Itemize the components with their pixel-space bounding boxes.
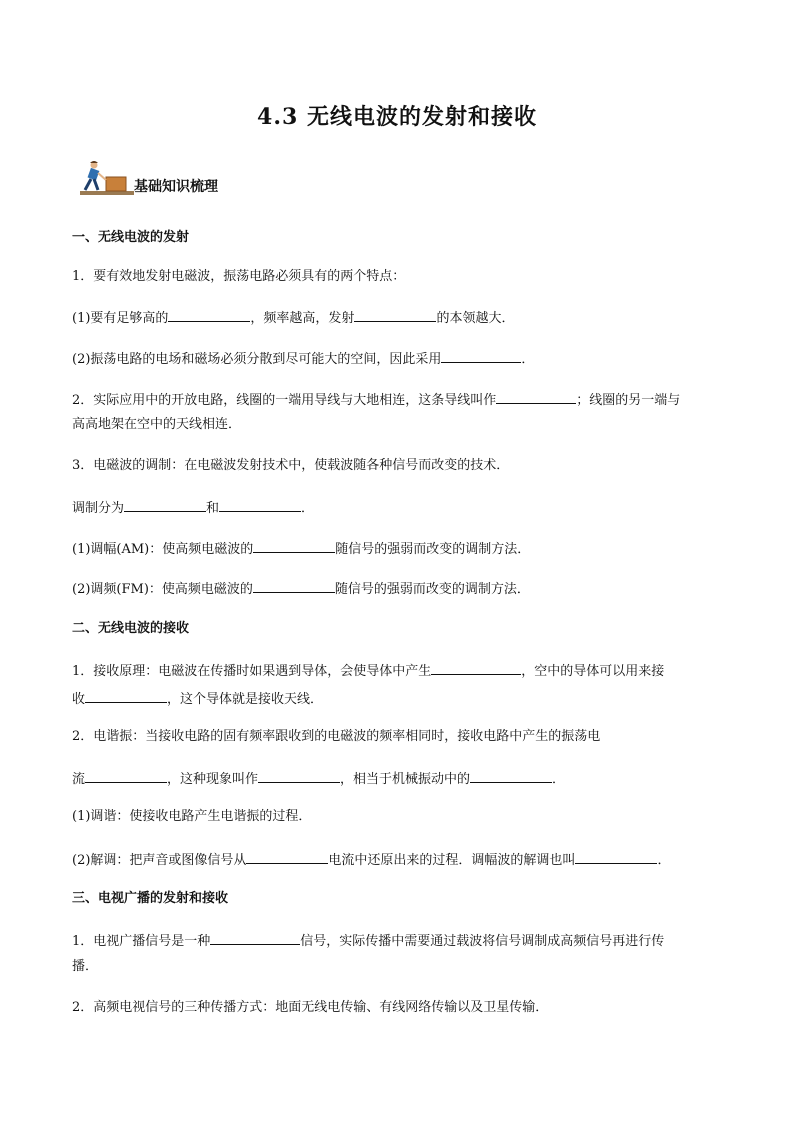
s1-para-1: 1．要有效地发射电磁波，振荡电路必须具有的两个特点： bbox=[72, 269, 406, 284]
s2-para-5 bbox=[72, 849, 722, 870]
text: ． bbox=[521, 352, 535, 367]
answer-blank[interactable] bbox=[85, 768, 167, 783]
text: ． bbox=[552, 772, 566, 787]
text: (2)振荡电路的电场和磁场必须分散到尽可能大的空间，因此采用 bbox=[72, 352, 442, 367]
s2-para-1-cont bbox=[72, 688, 722, 709]
answer-blank[interactable] bbox=[431, 660, 521, 675]
answer-blank[interactable] bbox=[496, 389, 576, 404]
answer-blank[interactable] bbox=[219, 497, 301, 512]
text: (1)调幅(AM)：使高频电磁波的 bbox=[72, 542, 254, 557]
text: 1．电视广播信号是一种 bbox=[72, 934, 211, 949]
s1-para-4-cont: 高高地架在空中的天线相连． bbox=[72, 417, 242, 432]
answer-blank[interactable] bbox=[253, 578, 335, 593]
s1-para-3 bbox=[72, 348, 722, 369]
answer-blank[interactable] bbox=[210, 930, 300, 945]
answer-blank[interactable] bbox=[575, 849, 657, 864]
answer-blank[interactable] bbox=[441, 348, 521, 363]
text: 随信号的强弱而改变的调制方法． bbox=[334, 582, 530, 597]
text: 调制分为 bbox=[72, 501, 125, 516]
s2-para-1 bbox=[72, 660, 722, 681]
text: 2．实际应用中的开放电路，线圈的一端用导线与大地相连，这条导线叫作 bbox=[72, 393, 497, 408]
text: 收 bbox=[72, 692, 86, 707]
s2-para-4: (1)调谐：使接收电路产生电谐振的过程． bbox=[72, 809, 312, 824]
text: ，这个导体就是接收天线． bbox=[167, 692, 324, 707]
text: (2)调频(FM)：使高频电磁波的 bbox=[72, 582, 253, 597]
answer-blank[interactable] bbox=[168, 307, 250, 322]
s2-para-3 bbox=[72, 768, 722, 789]
banner-label: 基础知识梳理 bbox=[134, 179, 218, 195]
text: ． bbox=[301, 501, 315, 516]
answer-blank[interactable] bbox=[253, 538, 335, 553]
answer-blank[interactable] bbox=[258, 768, 340, 783]
s3-para-1-cont: 播． bbox=[72, 959, 99, 974]
answer-blank[interactable] bbox=[354, 307, 436, 322]
text: (1)要有足够高的 bbox=[72, 311, 169, 326]
page-title: 4.3 无线电波的发射和接收 bbox=[257, 104, 537, 130]
text: ；线圈的另一端与 bbox=[576, 393, 681, 408]
text: ，频率越高，发射 bbox=[250, 311, 355, 326]
s1-para-7 bbox=[72, 538, 722, 559]
text: 电流中还原出来的过程．调幅波的解调也叫 bbox=[328, 853, 576, 868]
text: (2)解调：把声音或图像信号从 bbox=[72, 853, 247, 868]
text: 随信号的强弱而改变的调制方法． bbox=[335, 542, 531, 557]
s1-para-5: 3．电磁波的调制：在电磁波发射技术中，使载波随各种信号而改变的技术． bbox=[72, 458, 510, 473]
s3-para-1 bbox=[72, 930, 722, 951]
text: ，相当于机械振动中的 bbox=[340, 772, 471, 787]
text: 流 bbox=[72, 772, 86, 787]
s1-para-8 bbox=[72, 578, 722, 599]
answer-blank[interactable] bbox=[124, 497, 206, 512]
text: ． bbox=[657, 853, 671, 868]
s1-para-6 bbox=[72, 497, 722, 518]
s1-para-4 bbox=[72, 389, 722, 410]
section-heading-3: 三、电视广播的发射和接收 bbox=[72, 891, 229, 906]
text: 1．接收原理：电磁波在传播时如果遇到导体，会使导体中产生 bbox=[72, 664, 432, 679]
section-heading-1: 一、无线电波的发射 bbox=[72, 230, 190, 245]
text: ，这种现象叫作 bbox=[167, 772, 259, 787]
text: ，空中的导体可以用来接 bbox=[521, 664, 665, 679]
answer-blank[interactable] bbox=[85, 688, 167, 703]
text: 的本领越大． bbox=[436, 311, 515, 326]
text: 和 bbox=[206, 501, 220, 516]
text: 信号，实际传播中需要通过载波将信号调制成高频信号再进行传 bbox=[300, 934, 665, 949]
s2-para-2: 2．电谐振：当接收电路的固有频率跟收到的电磁波的频率相同时，接收电路中产生的振荡电 bbox=[72, 729, 601, 744]
answer-blank[interactable] bbox=[246, 849, 328, 864]
section-heading-2: 二、无线电波的接收 bbox=[72, 621, 190, 636]
s3-para-2: 2．高频电视信号的三种传播方式：地面无线电传输、有线网络传输以及卫星传输． bbox=[72, 1000, 549, 1015]
section-banner bbox=[80, 160, 280, 196]
s1-para-2 bbox=[72, 307, 722, 328]
worker-pushing-box-icon bbox=[80, 160, 134, 196]
answer-blank[interactable] bbox=[470, 768, 552, 783]
